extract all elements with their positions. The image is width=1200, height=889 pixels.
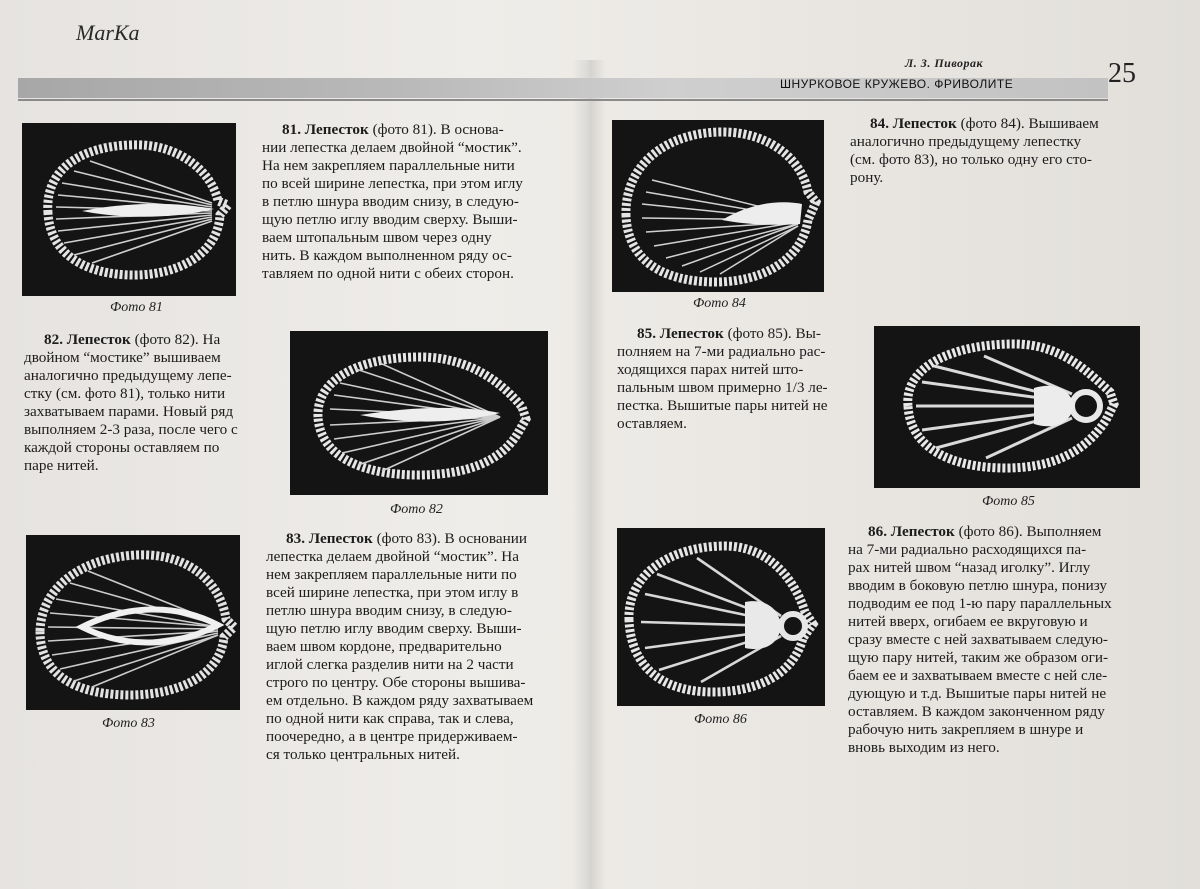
photo-83 xyxy=(26,535,240,710)
lace-petal-image xyxy=(290,331,548,495)
section-81: 81. Лепесток (фото 81). В основа- нии лепестка делаем двойной “мостик”. На нем закрепляем параллельные нити по всей ширине лепестка, при этом иглу в петлю шнура вводим снизу, в следую- щую петлю иглу вводим сверху. Выши- ваем штопальным швом через одну нить. В каждом выполненном ряду ос- тавляем по одной нити с обеих сторон. xyxy=(262,121,523,282)
section-83: 83. Лепесток (фото 83). В основании лепестка делаем двойной “мостик”. На нем закрепляем параллельные нити по всей ширине лепестка, при этом иглу в петлю шнура вводим снизу, в следую- щую петлю иглу вводим сверху. Выши- ваем швом кордоне, предварительно иглой слегка разделив нити на 2 части строго по центру. Обе стороны вышива- ем отдельно. В каждом ряду захватываем по одной нити как справа, так и слева, поочередно, а в центре придерживаем- ся только центральных нитей. xyxy=(266,530,534,763)
section-85: 85. Лепесток (фото 85). Вы- полняем на 7-ми радиально рас- ходящихся парах нитей што- пальным швом примерно 1/3 ле- пестка. Вышитые пары нитей не оставляем. xyxy=(617,325,828,432)
lace-petal-image xyxy=(617,528,825,706)
lace-petal-image xyxy=(874,326,1140,488)
photo-84-caption: Фото 84 xyxy=(693,296,746,311)
book-spine-shadow xyxy=(572,60,606,889)
photo-81 xyxy=(22,123,236,296)
section-83-title: Лепесток xyxy=(308,530,373,547)
header-title: ШНУРКОВОЕ КРУЖЕВО. ФРИВОЛИТЕ xyxy=(780,77,1014,91)
section-81-number: 81 xyxy=(282,121,298,138)
section-84: 84. Лепесток (фото 84). Вышиваем аналогично предыдущему лепестку (см. фото 83), но только одну его сто- рону. xyxy=(850,115,1099,186)
section-84-number: 84 xyxy=(870,115,886,132)
photo-82 xyxy=(290,331,548,495)
section-85-number: 85 xyxy=(637,325,653,342)
header-rule xyxy=(18,99,1108,101)
photo-84 xyxy=(612,120,824,292)
section-82-number: 82 xyxy=(44,331,60,348)
lace-petal-image xyxy=(22,123,236,296)
photo-86-caption: Фото 86 xyxy=(694,712,747,727)
section-86-number: 86 xyxy=(868,523,884,540)
section-85-title: Лепесток xyxy=(659,325,724,342)
photo-83-caption: Фото 83 xyxy=(102,716,155,731)
section-81-title: Лепесток xyxy=(304,121,369,138)
photo-85 xyxy=(874,326,1140,488)
section-86: 86. Лепесток (фото 86). Выполняем на 7-ми радиально расходящихся па- рах нитей швом “назад иголку”. Иглу вводим в боковую петлю шнура, понизу подводим ее под 1-ю пару параллельных нитей вверх, огибаем ее вкруговую и сразу вместе с ней захватываем следую- щую пару нитей, таким же образом оги- баем ее и захватываем вместе с ней сле- дующую и т.д. Вышитые пары нитей не оставляем. В каждом законченном ряду рабочую нить закрепляем в шнуре и вновь выходим из него. xyxy=(848,523,1112,756)
photo-85-caption: Фото 85 xyxy=(982,494,1035,509)
section-83-number: 83 xyxy=(286,530,302,547)
magazine-logo: MarKa xyxy=(76,20,140,45)
photo-82-caption: Фото 82 xyxy=(390,502,443,517)
lace-petal-image xyxy=(26,535,240,710)
header-author: Л. З. Пиворак xyxy=(905,56,984,70)
lace-petal-image xyxy=(612,120,824,292)
section-86-title: Лепесток xyxy=(890,523,955,540)
section-82: 82. Лепесток (фото 82). На двойном “мостике” вышиваем аналогично предыдущему лепе- стку (см. фото 81), только нити захватываем парами. Новый ряд выполняем 2-3 раза, после чего с каждой стороны оставляем по паре нитей. xyxy=(24,331,238,474)
photo-86 xyxy=(617,528,825,706)
page-number: 25 xyxy=(1108,58,1136,89)
section-82-title: Лепесток xyxy=(66,331,131,348)
photo-81-caption: Фото 81 xyxy=(110,300,163,315)
section-84-title: Лепесток xyxy=(892,115,957,132)
